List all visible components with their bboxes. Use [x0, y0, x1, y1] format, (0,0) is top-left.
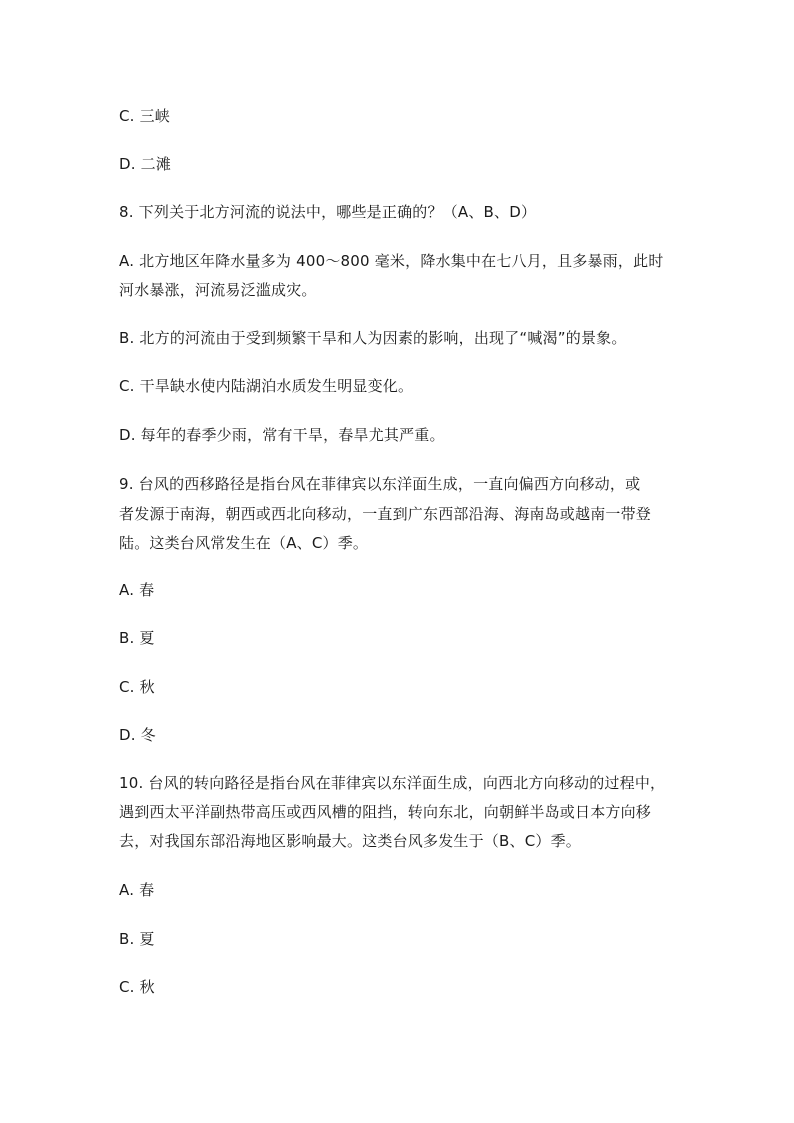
q8-option-b: B. 北方的河流由于受到频繁干旱和人为因素的影响，出现了“喊渴”的景象。: [119, 329, 627, 347]
q8-option-a-line1: A. 北方地区年降水量多为 400～800 毫米，降水集中在七八月，且多暴雨，此时: [119, 252, 664, 270]
q9-question-line2: 者发源于南海，朝西或西北向移动，一直到广东西部沿海、海南岛或越南一带登: [119, 505, 652, 523]
q8-question: 8. 下列关于北方河流的说法中，哪些是正确的？（A、B、D）: [119, 203, 537, 221]
q9-option-b: B. 夏: [119, 629, 155, 647]
q9-option-c: C. 秋: [119, 678, 155, 696]
q8-option-a-line2: 河水暴涨，河流易泛滥成灾。: [119, 281, 317, 299]
q7-option-c: C. 三峡: [119, 107, 171, 125]
q10-question-line3: 去，对我国东部沿海地区影响最大。这类台风多发生于（B、C）季。: [119, 832, 581, 850]
q9-question-line3: 陆。这类台风常发生在（A、C）季。: [119, 534, 369, 552]
q10-option-a: A. 春: [119, 881, 155, 899]
q10-question-line1: 10. 台风的转向路径是指台风在菲律宾以东洋面生成，向西北方向移动的过程中，: [119, 774, 666, 792]
q10-option-b: B. 夏: [119, 930, 155, 948]
q10-question-line2: 遇到西太平洋副热带高压或西风槽的阻挡，转向东北，向朝鲜半岛或日本方向移: [119, 803, 652, 821]
q9-question-line1: 9. 台风的西移路径是指台风在菲律宾以东洋面生成，一直向偏西方向移动，或: [119, 475, 641, 493]
q8-option-d: D. 每年的春季少雨，常有干旱，春旱尤其严重。: [119, 426, 445, 444]
q7-option-d: D. 二滩: [119, 155, 172, 173]
q10-option-c: C. 秋: [119, 978, 155, 996]
q8-option-c: C. 干旱缺水使内陆湖泊水质发生明显变化。: [119, 377, 414, 395]
q9-option-d: D. 冬: [119, 726, 156, 744]
q9-option-a: A. 春: [119, 581, 155, 599]
